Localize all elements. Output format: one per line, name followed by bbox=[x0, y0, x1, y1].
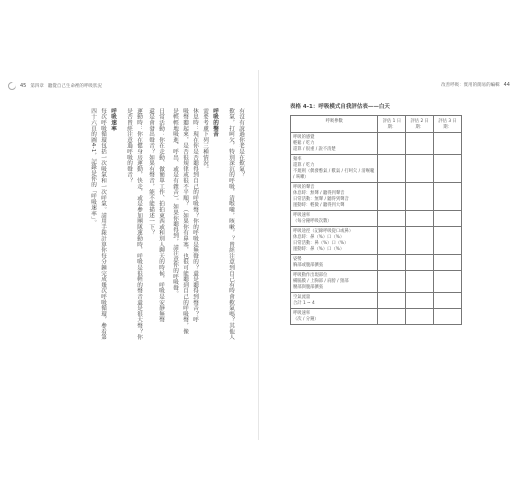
running-title: 改善呼吸：實用的簡易的編輯 bbox=[441, 83, 500, 88]
assessment-cell[interactable] bbox=[434, 271, 462, 293]
left-page-header bbox=[8, 82, 102, 90]
right-page-number: 44 bbox=[503, 82, 510, 88]
parameter-cell bbox=[291, 293, 378, 309]
parameter-cell bbox=[291, 255, 378, 271]
assessment-cell[interactable] bbox=[378, 271, 406, 293]
assessment-cell[interactable] bbox=[406, 309, 434, 325]
parameter-cell bbox=[291, 155, 378, 183]
body-column: 四十六頁的圖4-1，記錄是你的「呼吸速率」。 bbox=[90, 108, 96, 226]
parameter-option: 日常活動：鼻（%）口（%） bbox=[293, 240, 349, 246]
parameter-option: 休息時：鼻（%）口（%） bbox=[293, 234, 345, 240]
assessment-cell[interactable] bbox=[434, 183, 462, 211]
parameter-option: 休息時：無聲 / 聽得到聲音 bbox=[293, 190, 345, 196]
assessment-cell[interactable] bbox=[406, 183, 434, 211]
table-header: 評估 3 日期： bbox=[434, 116, 462, 133]
assessment-cell[interactable] bbox=[406, 227, 434, 255]
body-column: 吸聲聽起來，是否很規律或很不平順？（如果你有鼻塞，也很可能聽到自己的呼吸聲，像 bbox=[182, 108, 188, 335]
assessment-cell[interactable] bbox=[378, 133, 406, 155]
parameter-option: 不規則（偶發憋氣 / 歎氣 / 打呵欠 / 清喉嚨 / 咳嗽） bbox=[293, 168, 375, 180]
assessment-cell[interactable] bbox=[406, 155, 434, 183]
parameter-name: 呼吸的聲音 bbox=[293, 184, 315, 190]
parameter-option: 橫膈膜 / 上胸部 / 肩膀 / 頸部 bbox=[293, 278, 349, 284]
assessment-cell[interactable] bbox=[406, 255, 434, 271]
parameter-cell bbox=[291, 271, 378, 293]
section-heading: 呼吸的聲音 bbox=[212, 108, 218, 137]
assessment-cell[interactable] bbox=[378, 183, 406, 211]
assessment-cell[interactable] bbox=[378, 255, 406, 271]
table-title: 表格 4-1：呼吸模式自我評估表——白天 bbox=[290, 104, 390, 110]
table-row bbox=[291, 211, 462, 227]
table-header: 評估 2 日期： bbox=[406, 116, 434, 133]
table-header: 呼吸參數 bbox=[291, 116, 378, 133]
right-page-header bbox=[441, 82, 510, 88]
parameter-option: 運動時：鼻（%）口（%） bbox=[293, 246, 345, 252]
assessment-cell[interactable] bbox=[406, 211, 434, 227]
parameter-cell bbox=[291, 183, 378, 211]
table-row bbox=[291, 293, 462, 309]
assessment-cell[interactable] bbox=[434, 211, 462, 227]
assessment-cell[interactable] bbox=[378, 293, 406, 309]
parameter-option: 胸部或腹部擴張 bbox=[293, 262, 324, 268]
table-row bbox=[291, 227, 462, 255]
body-column: 每次呼吸循環包括一次吸氣和一次呼氣。請用手錶計算你每分鐘完成幾次呼吸循環，參看第 bbox=[100, 108, 106, 340]
parameter-option: 輕鬆 / 吃力 bbox=[293, 140, 315, 146]
parameter-option: 還算 / 吃力 bbox=[293, 162, 315, 168]
table-row bbox=[291, 133, 462, 155]
parameter-option: 合計 1 ~ 4 bbox=[293, 300, 315, 306]
parameter-name: 呼吸速率 bbox=[293, 310, 311, 316]
assessment-cell[interactable] bbox=[434, 293, 462, 309]
parameter-option: （次 / 分鐘） bbox=[293, 316, 319, 322]
parameter-name: 呼吸途徑（記錄呼吸從口或鼻） bbox=[293, 228, 354, 234]
body-column: 休息時：現在你是否聽得到自己的呼吸聲？你的呼吸是無聲的？還是聽得到聲音？呼 bbox=[192, 108, 198, 323]
table-row bbox=[291, 155, 462, 183]
body-column: 有沒有說過你老是在歎氣？ bbox=[238, 108, 244, 178]
body-column: 運動時：你在健身房運動，快走，或是參加團隊運動時，呼吸是很輕的聲音還是很大聲？你 bbox=[136, 108, 142, 340]
table-row bbox=[291, 183, 462, 211]
parameter-cell bbox=[291, 227, 378, 255]
crescent-moon-icon bbox=[8, 82, 16, 90]
body-column: 需要考慮下列三種情況。 bbox=[202, 108, 208, 172]
parameter-name: 空氣流量 bbox=[293, 294, 311, 300]
assessment-table bbox=[290, 115, 462, 325]
assessment-cell[interactable] bbox=[378, 309, 406, 325]
parameter-option: 日常活動：無聲 / 聽得到聲音 bbox=[293, 196, 349, 202]
assessment-cell[interactable] bbox=[378, 155, 406, 183]
parameter-name: 呼吸速率 bbox=[293, 212, 311, 218]
assessment-cell[interactable] bbox=[406, 271, 434, 293]
parameter-option: （每分鐘呼吸次數） bbox=[293, 218, 332, 224]
table-header-row bbox=[291, 116, 462, 133]
section-heading: 呼吸速率 bbox=[110, 108, 116, 132]
body-column: 是否曾經注意過呼吸的聲音？ bbox=[126, 108, 132, 184]
left-page-number: 45 bbox=[20, 83, 27, 89]
assessment-cell[interactable] bbox=[434, 255, 462, 271]
table-row bbox=[291, 271, 462, 293]
parameter-option: 還算 / 很重 / 說不清楚 bbox=[293, 146, 336, 152]
assessment-cell[interactable] bbox=[434, 227, 462, 255]
table-row bbox=[291, 255, 462, 271]
body-column: 日常活動：你在走動、做簡單工作、拍拍東西或和別人聊天的時候，呼吸是安靜無聲 bbox=[158, 108, 164, 323]
left-page bbox=[0, 70, 259, 440]
assessment-cell[interactable] bbox=[434, 133, 462, 155]
chapter-title: 聽覺自己生命裡的呼吸狀況 bbox=[47, 84, 102, 89]
parameter-name: 呼吸動作出現部位 bbox=[293, 272, 328, 278]
body-column: 還是會發出聲音？如果有聲音，能不能描述一下？ bbox=[148, 108, 154, 236]
assessment-cell[interactable] bbox=[406, 133, 434, 155]
parameter-cell bbox=[291, 211, 378, 227]
table-row bbox=[291, 309, 462, 325]
body-column: 是輕輕地吸進、呼出、或是有雜音）。如果你聽得到，請注意你的呼吸聲。 bbox=[172, 108, 178, 297]
assessment-cell[interactable] bbox=[378, 227, 406, 255]
assessment-table-wrap bbox=[290, 115, 460, 325]
parameter-name: 頻率 bbox=[293, 156, 302, 162]
chapter-label: 第四章 bbox=[30, 84, 44, 89]
parameter-name: 姿勢 bbox=[293, 256, 302, 262]
parameter-option: 腰部與腹部擴張 bbox=[293, 284, 324, 290]
parameter-cell bbox=[291, 133, 378, 155]
parameter-cell bbox=[291, 309, 378, 325]
assessment-cell[interactable] bbox=[434, 309, 462, 325]
assessment-cell[interactable] bbox=[406, 293, 434, 309]
parameter-option: 運動時：輕微 / 聽得到大聲 bbox=[293, 202, 345, 208]
table-header: 評估 1 日期： bbox=[378, 116, 406, 133]
assessment-cell[interactable] bbox=[378, 211, 406, 227]
body-column: 歎氣，打呵欠，特別深沉的呼吸，清喉嚨，咳嗽，？曾經注意到自己有時會歎氣嗎？其他人 bbox=[228, 108, 234, 340]
assessment-cell[interactable] bbox=[434, 155, 462, 183]
parameter-name: 呼吸的感覺 bbox=[293, 134, 315, 140]
